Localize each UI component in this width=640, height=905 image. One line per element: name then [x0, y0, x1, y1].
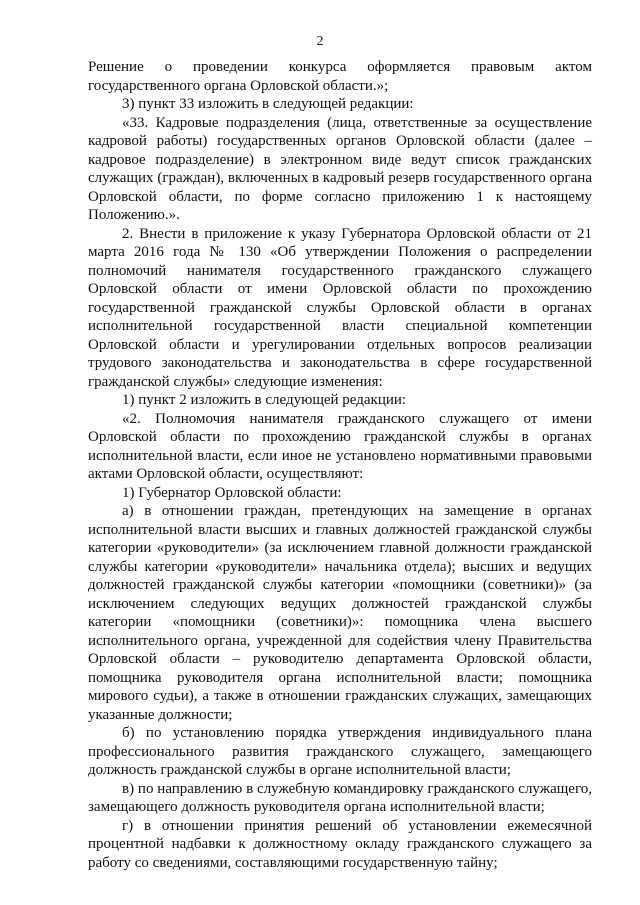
paragraph-8: а) в отношении граждан, претендующих на замещение в органах исполнительной власти высших и главных должностей гражданской службы категории «руководители» (за исключением главной должности гражданской службы категории «руководители» начальника отдела); высших и ведущих должностей гражданской службы категории «помощники (советники)» (за исключением следующих ведущих должностей гражданской службы категории «помощники (советники)»: помощника члена высшего исполнительного органа, учрежденной для содействия члену Правительства Орловской области – руководителю департамента Орловской области, помощника руководителя органа исполнительной власти; помощника мирового судьи), а также в отношении гражданских служащих, замещающих указанные должности; [88, 503, 592, 723]
paragraph-10: в) по направлению в служебную командировку гражданского служащего, замещающего должность руководителя органа исполнительной власти; [88, 780, 592, 815]
paragraph-1: Решение о проведении конкурса оформляется правовым актом государственного органа Орловской области.»; [88, 59, 592, 94]
paragraph-5: 1) пункт 2 изложить в следующей редакции: [122, 392, 407, 408]
page-number: 2 [316, 34, 324, 49]
paragraph-4: 2. Внести в приложение к указу Губернатора Орловской области от 21 марта 2016 года № 130 «Об утверждении Положения о распределении полномочий нанимателя государственного гражданского служащего Орловской области от имени Орловской области по прохождению государственной гражданской службы Орловской области в органах исполнительной государственной власти специальной компетенции Орловской области и урегулировании отдельных вопросов реализации трудового законодательства и законодательства в сфере государственной гражданской службы» следующие изменения: [88, 225, 592, 390]
document-body [88, 58, 592, 872]
paragraph-3: «33. Кадровые подразделения (лица, ответственные за осуществление кадровой работы) государственных органов Орловской области (далее – кадровое подразделение) в электронном виде ведут список гражданских служащих (граждан), включенных в кадровый резерв государственного органа Орловской области, по форме согласно приложению 1 к настоящему Положению.». [88, 114, 592, 223]
paragraph-2: 3) пункт 33 изложить в следующей редакции: [122, 96, 414, 112]
paragraph-11: г) в отношении принятия решений об установлении ежемесячной процентной надбавки к должностному окладу гражданского служащего за работу со сведениями, составляющими государственную тайну; [88, 817, 592, 871]
paragraph-7: 1) Губернатор Орловской области: [122, 484, 342, 501]
paragraph-9: б) по установлению порядка утверждения индивидуального плана профессионального развития гражданского служащего, замещающего должность гражданской службы в органе исполнительной власти; [88, 725, 592, 778]
paragraph-6: «2. Полномочия нанимателя гражданского служащего от имени Орловской области по прохождению гражданской службы в органах исполнительной власти, если иное не установлено нормативными правовыми актами Орловской области, осуществляют: [88, 410, 592, 482]
